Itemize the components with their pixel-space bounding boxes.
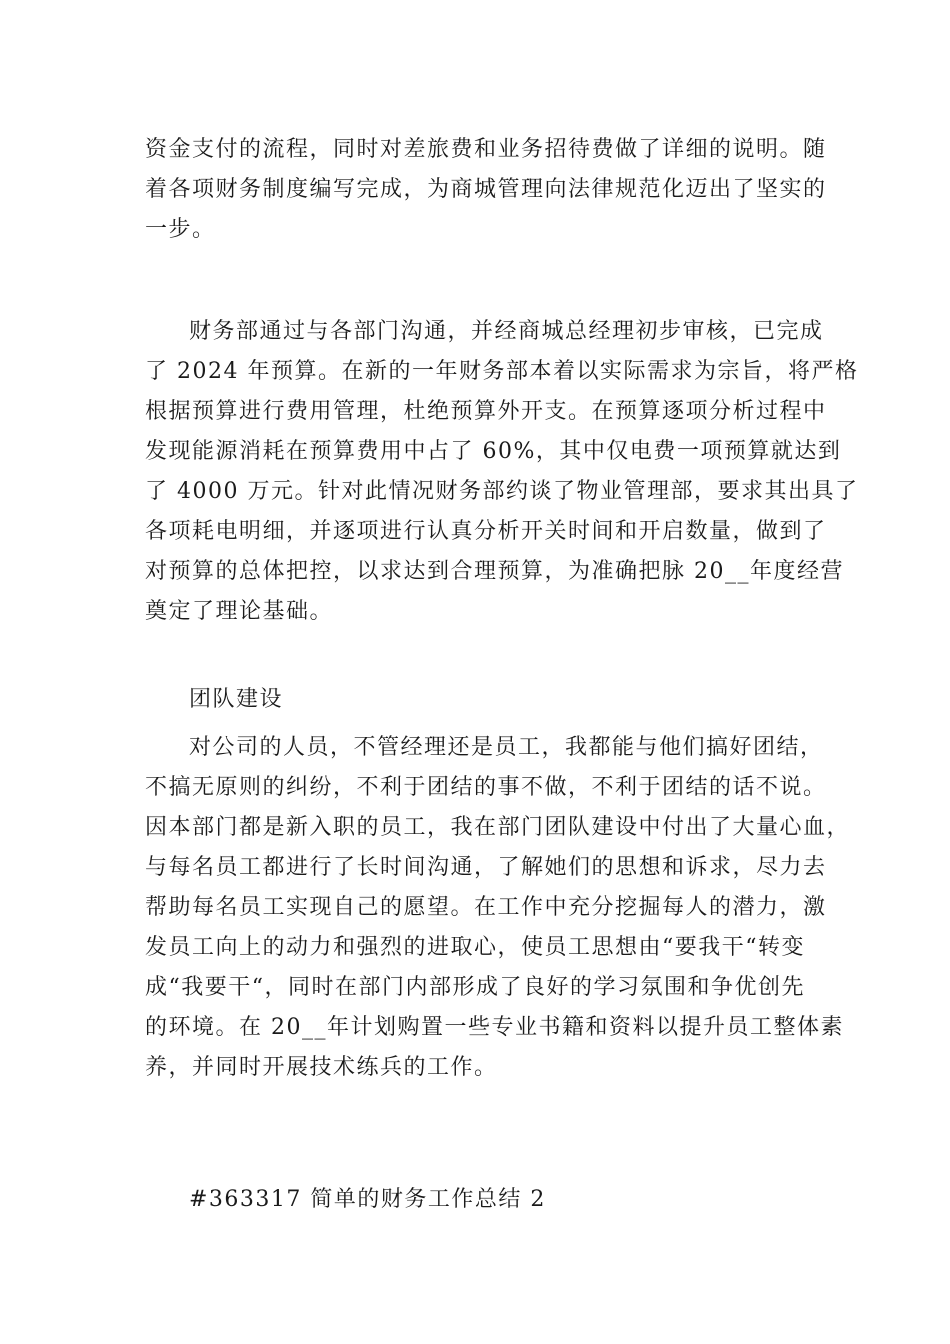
text-line: 着各项财务制度编写完成，为商城管理向法律规范化迈出了坚实的 xyxy=(145,177,827,202)
text-line: 与每名员工都进行了长时间沟通，了解她们的思想和诉求，尽力去 xyxy=(145,855,827,880)
paragraph-finance-process xyxy=(145,130,825,250)
text-line: 发现能源消耗在预算费用中占了 60%，其中仅电费一项预算就达到 xyxy=(145,439,842,464)
paragraph-budget xyxy=(145,312,859,632)
text-line: 一步。 xyxy=(145,217,216,242)
text-line: 不搞无原则的纠纷，不利于团结的事不做，不利于团结的话不说。 xyxy=(145,775,827,800)
next-section-title xyxy=(145,1180,825,1220)
text-line: 成“我要干“，同时在部门内部形成了良好的学习氛围和争优创先 xyxy=(145,975,805,1000)
text-line: 各项耗电明细，并逐项进行认真分析开关时间和开启数量，做到了 xyxy=(145,519,827,544)
text-line: 奠定了理论基础。 xyxy=(145,599,334,624)
section-heading-team xyxy=(145,680,825,720)
document-title: #363317 简单的财务工作总结 2 xyxy=(189,1187,546,1212)
text-line: 对预算的总体把控，以求达到合理预算，为准确把脉 20__年度经营 xyxy=(145,559,844,584)
text-line: 帮助每名员工实现自己的愿望。在工作中充分挖掘每人的潜力，激 xyxy=(145,895,827,920)
text-line: 发员工向上的动力和强烈的进取心，使员工思想由“要我干“转变 xyxy=(145,935,805,960)
paragraph-team-building xyxy=(145,728,851,1088)
text-line: 养，并同时开展技术练兵的工作。 xyxy=(145,1055,498,1080)
text-line: 的环境。在 20__年计划购置一些专业书籍和资料以提升员工整体素 xyxy=(145,1015,844,1040)
text-line: 对公司的人员，不管经理还是员工，我都能与他们搞好团结， xyxy=(189,735,824,760)
text-line: 了 2024 年预算。在新的一年财务部本着以实际需求为宗旨，将严格 xyxy=(145,359,859,384)
text-line: 财务部通过与各部门沟通，并经商城总经理初步审核，已完成 xyxy=(189,319,824,344)
text-line: 因本部门都是新入职的员工，我在部门团队建设中付出了大量心血， xyxy=(145,815,851,840)
text-line: 了 4000 万元。针对此情况财务部约谈了物业管理部，要求其出具了 xyxy=(145,479,859,504)
text-line: 资金支付的流程，同时对差旅费和业务招待费做了详细的说明。随 xyxy=(145,137,827,162)
text-line: 根据预算进行费用管理，杜绝预算外开支。在预算逐项分析过程中 xyxy=(145,399,827,424)
section-heading: 团队建设 xyxy=(189,687,284,712)
